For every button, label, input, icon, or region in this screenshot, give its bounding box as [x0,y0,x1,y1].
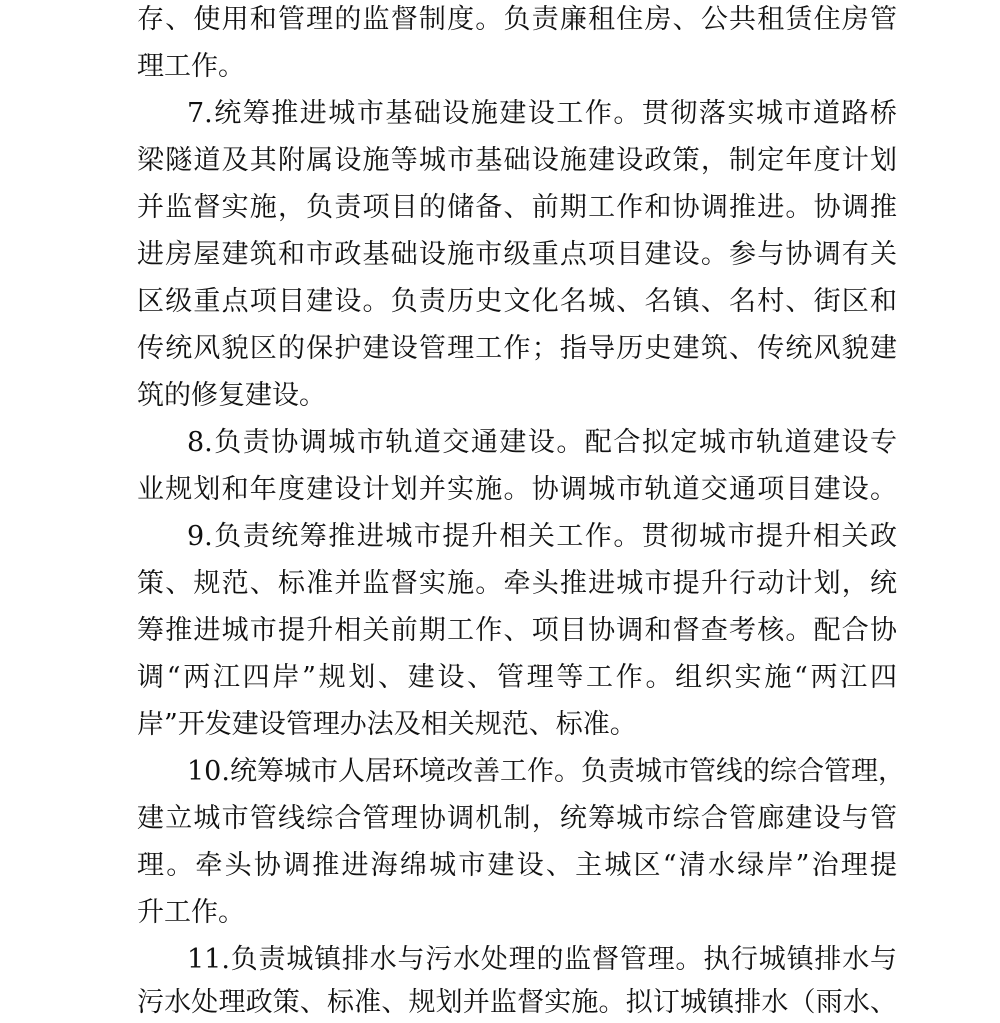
text-line: 岸”开发建设管理办法及相关规范、标准。 [137,709,637,740]
text-line: 理工作。 [137,51,245,82]
text-line: 污水处理政策、标准、规划并监督实施。拟订城镇排水（雨水、 [137,987,897,1018]
paragraph-heading-line: 10.统筹城市人居环境改善工作。负责城市管线的综合管理， [187,756,905,787]
paragraph-heading-line: 8.负责协调城市轨道交通建设。配合拟定城市轨道建设专 [187,427,897,458]
paragraph-heading-line: 7.统筹推进城市基础设施建设工作。贯彻落实城市道路桥 [187,98,897,129]
text-line: 存、使用和管理的监督制度。负责廉租住房、公共租赁住房管 [137,4,897,35]
text-line: 理。牵头协调推进海绵城市建设、主城区“清水绿岸”治理提 [137,850,897,881]
text-line: 业规划和年度建设计划并实施。协调城市轨道交通项目建设。 [137,474,897,505]
text-line: 并监督实施，负责项目的储备、前期工作和协调推进。协调推 [137,192,897,223]
text-line: 建立城市管线综合管理协调机制，统筹城市综合管廊建设与管 [137,803,897,834]
paragraph-heading-line: 9.负责统筹推进城市提升相关工作。贯彻城市提升相关政 [187,521,897,552]
text-line: 升工作。 [137,897,245,928]
text-line: 策、规范、标准并监督实施。牵头推进城市提升行动计划，统 [137,568,897,599]
text-line: 调“两江四岸”规划、建设、管理等工作。组织实施“两江四 [137,662,897,693]
text-line: 传统风貌区的保护建设管理工作；指导历史建筑、传统风貌建 [137,333,897,364]
text-line: 进房屋建筑和市政基础设施市级重点项目建设。参与协调有关 [137,239,897,270]
text-line: 筑的修复建设。 [137,380,326,411]
text-line: 区级重点项目建设。负责历史文化名城、名镇、名村、街区和 [137,286,897,317]
paragraph-heading-line: 11.负责城镇排水与污水处理的监督管理。执行城镇排水与 [187,944,897,975]
text-line: 梁隧道及其附属设施等城市基础设施建设政策，制定年度计划 [137,145,897,176]
text-line: 筹推进城市提升相关前期工作、项目协调和督查考核。配合协 [137,615,897,646]
